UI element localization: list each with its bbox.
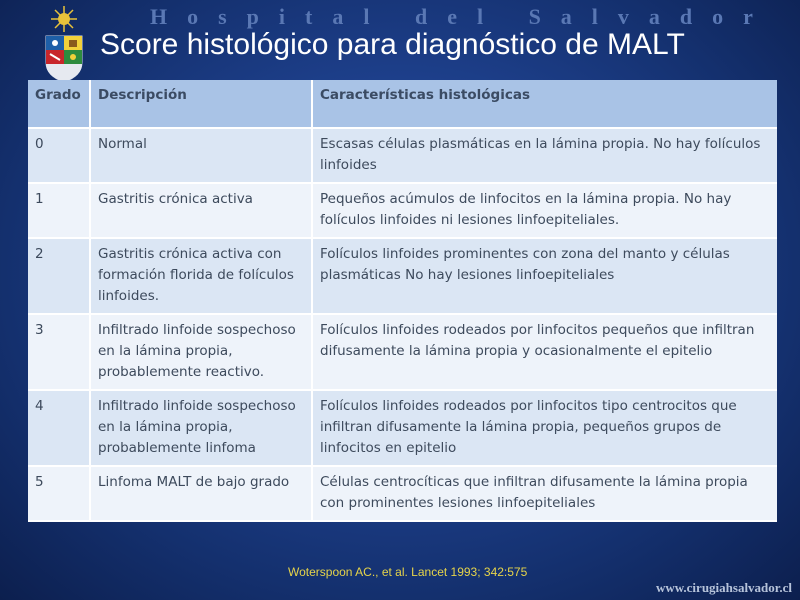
caracteristicas-cell: Folículos linfoides prominentes con zona del manto y células plasmáticas No hay lesiones linfoepiteliales bbox=[312, 238, 777, 314]
citation: Woterspoon AC., et al. Lancet 1993; 342:575 bbox=[288, 565, 528, 579]
caracteristicas-cell: Folículos linfoides rodeados por linfocitos pequeños que infiltran difusamente la lámina propia y ocasionalmente el epitelio bbox=[312, 314, 777, 390]
table-row bbox=[28, 466, 777, 521]
grado-cell: 0 bbox=[28, 128, 90, 183]
column-header-descripcion: Descripción bbox=[90, 80, 312, 128]
descripcion-cell: Gastritis crónica activa bbox=[90, 183, 312, 238]
grado-cell: 1 bbox=[28, 183, 90, 238]
caracteristicas-cell: Células centrocíticas que infiltran difusamente la lámina propia con prominentes lesiones linfoepiteliales bbox=[312, 466, 777, 521]
grado-cell: 4 bbox=[28, 390, 90, 466]
descripcion-cell: Infiltrado linfoide sospechoso en la lámina propia, probablemente reactivo. bbox=[90, 314, 312, 390]
table-row bbox=[28, 314, 777, 390]
grado-cell: 3 bbox=[28, 314, 90, 390]
grado-cell: 2 bbox=[28, 238, 90, 314]
column-header-caracteristicas: Características histológicas bbox=[312, 80, 777, 128]
caracteristicas-cell: Escasas células plasmáticas en la lámina propia. No hay folículos linfoides bbox=[312, 128, 777, 183]
university-crest-icon bbox=[40, 4, 88, 84]
table-row bbox=[28, 128, 777, 183]
hospital-name: Hospital del Salvador bbox=[150, 4, 773, 29]
table-row bbox=[28, 183, 777, 238]
caracteristicas-cell: Pequeños acúmulos de linfocitos en la lámina propia. No hay folículos linfoides ni lesiones linfoepiteliales. bbox=[312, 183, 777, 238]
table-row bbox=[28, 390, 777, 466]
descripcion-cell: Infiltrado linfoide sospechoso en la lámina propia, probablemente linfoma bbox=[90, 390, 312, 466]
caracteristicas-cell: Folículos linfoides rodeados por linfocitos tipo centrocitos que infiltran difusamente la lámina propia, pequeños grupos de linfocitos en epitelio bbox=[312, 390, 777, 466]
descripcion-cell: Gastritis crónica activa con formación florida de folículos linfoides. bbox=[90, 238, 312, 314]
malt-score-table bbox=[28, 80, 777, 522]
table-header-row bbox=[28, 80, 777, 128]
descripcion-cell: Normal bbox=[90, 128, 312, 183]
column-header-grado: Grado bbox=[28, 80, 90, 128]
grado-cell: 5 bbox=[28, 466, 90, 521]
slide-title: Score histológico para diagnóstico de MALT bbox=[100, 28, 685, 61]
table-row bbox=[28, 238, 777, 314]
website-link[interactable]: www.cirugiahsalvador.cl bbox=[655, 580, 792, 595]
descripcion-cell: Linfoma MALT de bajo grado bbox=[90, 466, 312, 521]
